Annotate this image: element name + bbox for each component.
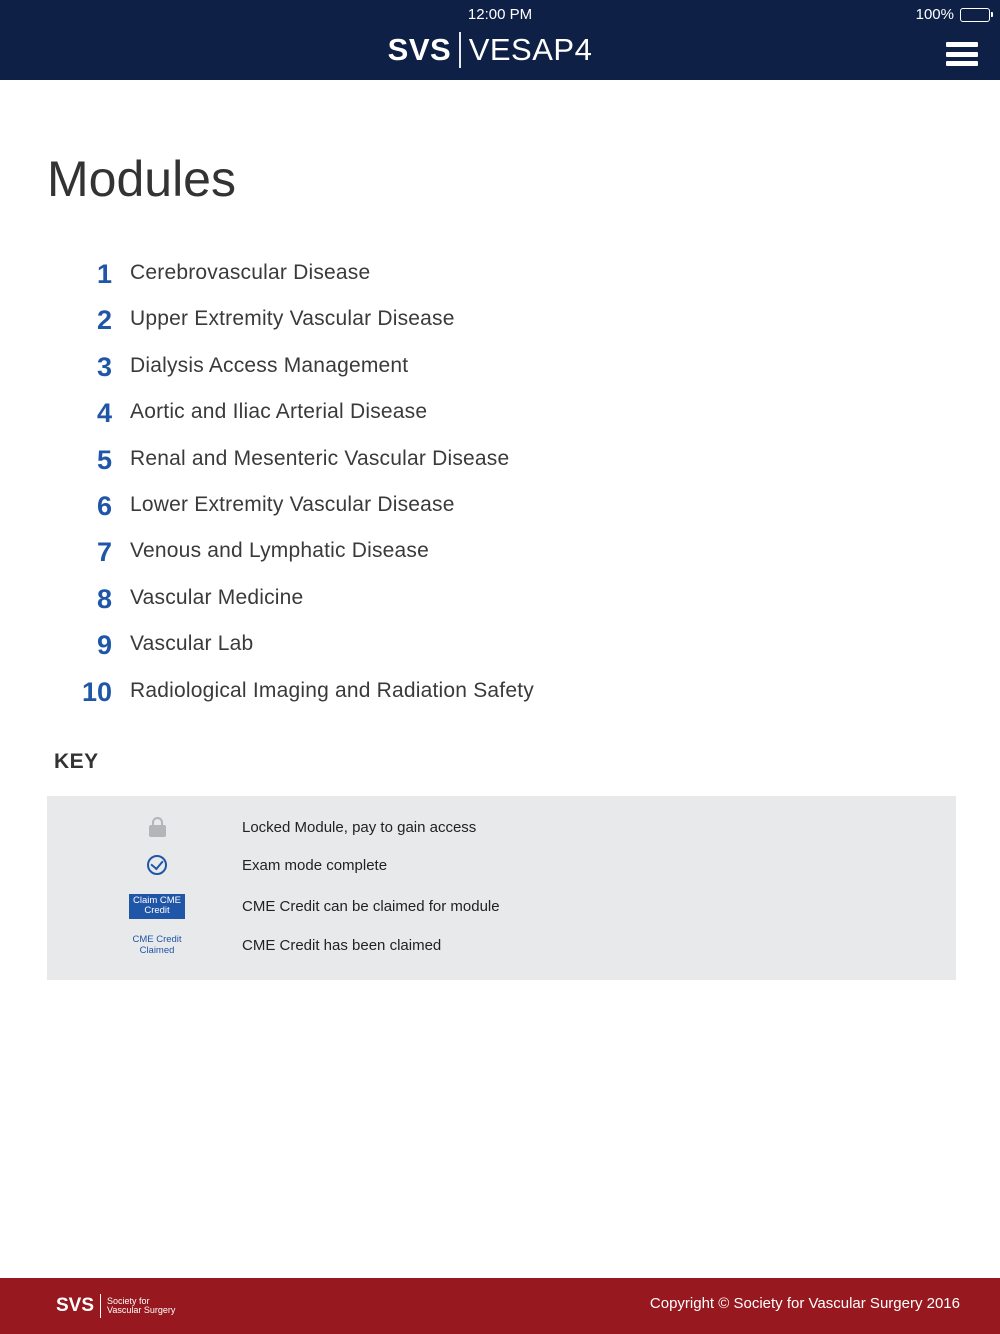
key-text: Exam mode complete [242,857,388,874]
claim-cme-badge: Claim CME Credit [129,894,185,919]
module-number: 6 [96,490,112,521]
module-item-9[interactable] [0,621,1000,667]
module-number: 10 [81,676,112,707]
status-time: 12:00 PM [467,6,533,23]
footer-copyright: Copyright © Society for Vascular Surgery 2016 [649,1295,960,1312]
key-row-claim-cme [47,891,956,921]
footer-brand: SVS [56,1295,95,1316]
footer [0,1278,1000,1334]
top-bar [0,0,1000,80]
module-label: Vascular Medicine [130,585,304,609]
module-item-2[interactable] [0,296,1000,342]
module-number: 8 [96,583,112,614]
battery-icon [960,8,990,22]
key-text: Locked Module, pay to gain access [242,819,477,836]
module-label: Aortic and Iliac Arterial Disease [130,400,428,424]
key-row-locked [47,812,956,842]
module-label: Upper Extremity Vascular Disease [130,307,455,331]
module-number: 7 [96,537,112,568]
lock-icon [149,817,166,837]
module-number: 5 [96,444,112,475]
key-text: CME Credit can be claimed for module [242,898,500,915]
hamburger-menu-icon[interactable] [946,40,978,68]
key-text: CME Credit has been claimed [242,937,442,954]
module-label: Renal and Mesenteric Vascular Disease [130,446,510,470]
module-label: Lower Extremity Vascular Disease [130,492,455,516]
footer-org-name: Society for Vascular Surgery [107,1295,176,1315]
key-row-cme-claimed [47,930,956,960]
module-label: Cerebrovascular Disease [130,261,371,284]
app-brand [0,30,1000,70]
module-item-6[interactable] [0,482,1000,528]
module-number: 1 [96,259,112,289]
cme-claimed-label: CME Credit Claimed [132,934,182,956]
module-number: 4 [96,398,112,429]
module-label: Dialysis Access Management [130,353,409,377]
module-item-3[interactable] [0,343,1000,389]
module-item-1[interactable] [0,250,1000,296]
footer-divider [100,1294,101,1318]
key-title: KEY [54,750,99,773]
module-number: 2 [96,305,112,336]
module-label: Vascular Lab [130,632,254,656]
module-label: Venous and Lymphatic Disease [130,539,430,563]
module-item-8[interactable] [0,575,1000,621]
brand-divider [459,32,461,68]
module-number: 9 [96,630,112,661]
status-battery [916,6,990,23]
module-list [0,250,1000,714]
brand-svs: SVS [387,32,452,67]
check-circle-icon [147,855,167,875]
footer-logo [56,1294,177,1318]
module-number: 3 [96,351,112,382]
module-label: Radiological Imaging and Radiation Safety [130,678,534,702]
key-panel [47,796,956,980]
module-item-10[interactable] [0,668,1000,714]
module-item-5[interactable] [0,436,1000,482]
page-title: Modules [47,151,236,207]
brand-product: VESAP4 [468,32,593,67]
battery-percent: 100% [915,6,954,23]
module-item-7[interactable] [0,528,1000,574]
key-row-exam-complete [47,850,956,880]
module-item-4[interactable] [0,389,1000,435]
